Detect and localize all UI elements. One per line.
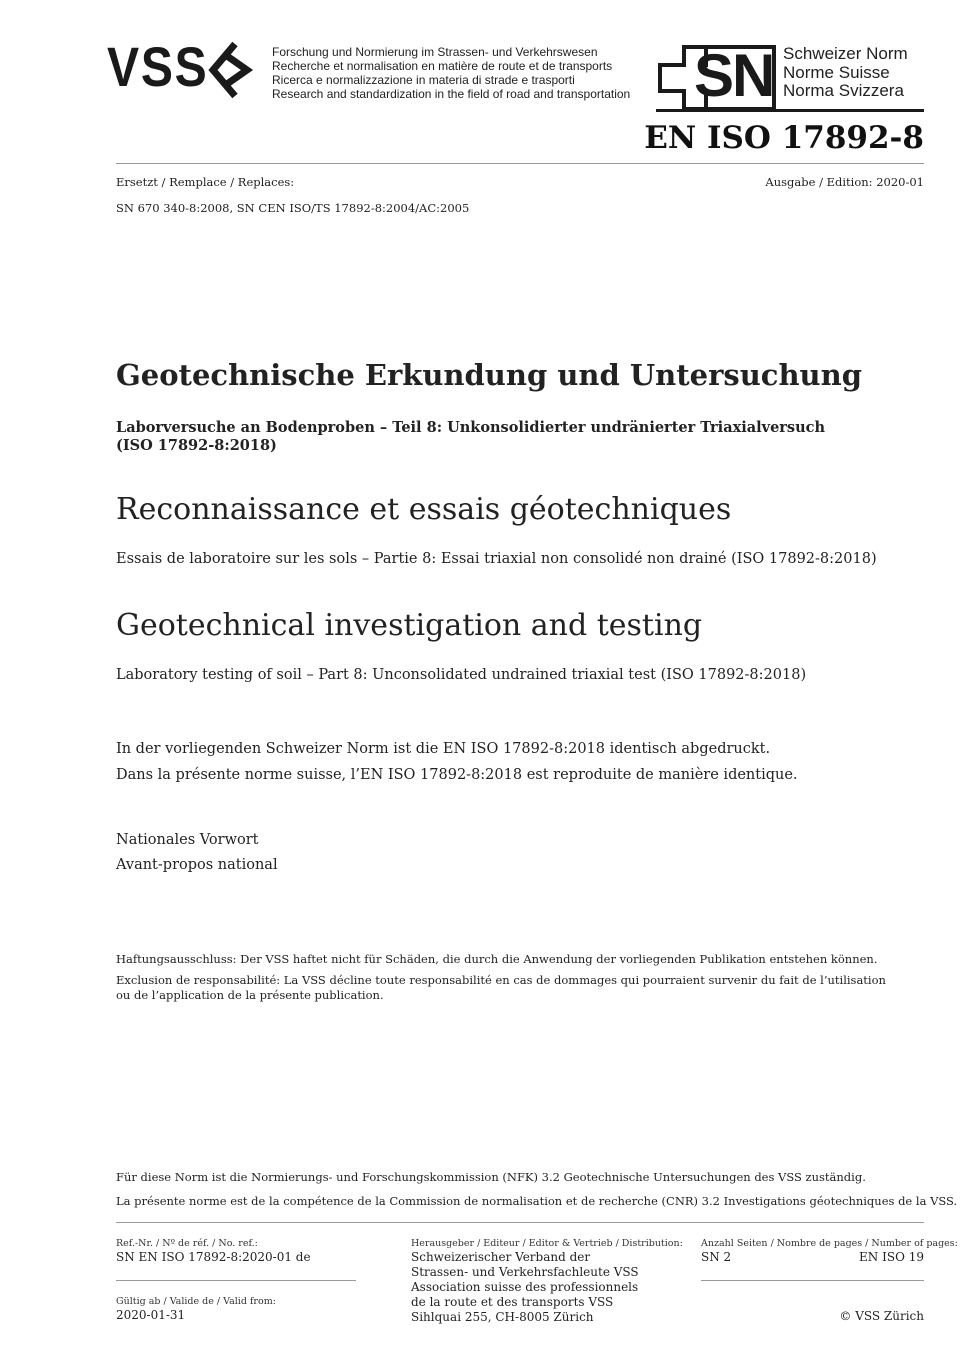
subtitle-de-2: (ISO 17892-8:2018)	[116, 437, 277, 454]
footer-col3-divider	[701, 1280, 924, 1281]
disclaimer-fr-line1: Exclusion de responsabilité: La VSS décline toute responsabilité en cas de dommages qui pourraient survenir du fait de l’utilisation	[116, 973, 886, 987]
subtitle-de-1: Laborversuche an Bodenproben – Teil 8: Unkonsolidierter undränierter Triaxialversuch	[116, 419, 826, 436]
sn-name-fr: Norme Suisse	[783, 62, 890, 82]
vss-chevron-icon	[207, 40, 259, 100]
tagline-line-en: Research and standardization in the field of road and transportation	[272, 87, 631, 101]
publisher-line: Association suisse des professionnels	[411, 1280, 639, 1294]
publisher-line: Sihlquai 255, CH-8005 Zürich	[411, 1310, 594, 1324]
tagline-line-fr: Recherche et normalisation en matière de route et de transports	[272, 59, 613, 73]
header-divider	[116, 163, 924, 164]
standard-number: EN ISO 17892-8	[644, 120, 924, 156]
valid-value: 2020-01-31	[116, 1308, 186, 1322]
replaces-value: SN 670 340-8:2008, SN CEN ISO/TS 17892-8:2004/AC:2005	[116, 201, 470, 215]
subtitle-fr: Essais de laboratoire sur les sols – Partie 8: Essai triaxial non consolidé non drainé (ISO 17892-8:2018)	[116, 551, 877, 567]
sn-name-de: Schweizer Norm	[783, 44, 908, 63]
ref-label: Ref.-Nr. / Nº de réf. / No. ref.:	[116, 1238, 258, 1249]
sn-logo-underline	[656, 109, 924, 112]
subtitle-en: Laboratory testing of soil – Part 8: Unconsolidated undrained triaxial test (ISO 17892-8:2018)	[116, 667, 807, 683]
replaces-label: Ersetzt / Remplace / Replaces:	[116, 175, 295, 189]
disclaimer-de: Haftungsausschluss: Der VSS haftet nicht für Schäden, die durch die Anwendung der vorliegenden Publikation entstehen können.	[116, 952, 878, 966]
statement-fr: Dans la présente norme suisse, l’EN ISO 17892-8:2018 est reproduite de manière identique.	[116, 767, 798, 783]
tagline-line-it: Ricerca e normalizzazione in materia di strade e trasporti	[272, 73, 575, 87]
publisher-line: Schweizerischer Verband der	[411, 1250, 591, 1264]
copyright: © VSS Zürich	[839, 1309, 924, 1323]
edition: Ausgabe / Edition: 2020-01	[765, 175, 924, 189]
pages-label: Anzahl Seiten / Nombre de pages / Number of pages:	[701, 1238, 958, 1249]
disclaimer-fr-line2: ou de l’application de la présente publication.	[116, 988, 384, 1002]
tagline-line-de: Forschung und Normierung im Strassen- und Verkehrswesen	[272, 45, 598, 59]
publisher-line: de la route et des transports VSS	[411, 1295, 614, 1309]
vss-tagline	[272, 45, 630, 101]
vss-logo	[107, 35, 267, 100]
footer-divider	[116, 1222, 924, 1223]
title-en: Geotechnical investigation and testing	[116, 608, 703, 643]
pages-sn: SN 2	[701, 1250, 732, 1264]
publisher-line: Strassen- und Verkehrsfachleute VSS	[411, 1265, 639, 1279]
foreword-de: Nationales Vorwort	[116, 832, 259, 848]
ref-value: SN EN ISO 17892-8:2020-01 de	[116, 1250, 311, 1264]
committee-fr: La présente norme est de la compétence de la Commission de normalisation et de recherche (CNR) 3.2 Investigations géotechniques de la VSS.	[116, 1194, 958, 1208]
committee-de: Für diese Norm ist die Normierungs- und Forschungskommission (NFK) 3.2 Geotechnische Untersuchungen des VSS zuständig.	[116, 1170, 866, 1184]
publisher-address	[411, 1250, 639, 1325]
foreword-fr: Avant-propos national	[116, 857, 278, 873]
footer-col1-divider	[116, 1280, 356, 1281]
sn-name-it: Norma Svizzera	[783, 81, 904, 100]
statement-de: In der vorliegenden Schweizer Norm ist die EN ISO 17892-8:2018 identisch abgedruckt.	[116, 741, 771, 757]
sn-logo-text: SN	[694, 42, 774, 109]
title-fr: Reconnaissance et essais géotechniques	[116, 492, 732, 527]
publisher-label: Herausgeber / Editeur / Editor & Vertrieb / Distribution:	[411, 1238, 683, 1249]
pages-en: EN ISO 19	[859, 1250, 924, 1264]
sn-names	[783, 45, 908, 101]
title-de: Geotechnische Erkundung und Untersuchung	[116, 358, 862, 392]
valid-label: Gültig ab / Valide de / Valid from:	[116, 1296, 276, 1307]
vss-logo-text: VSS	[107, 35, 209, 98]
